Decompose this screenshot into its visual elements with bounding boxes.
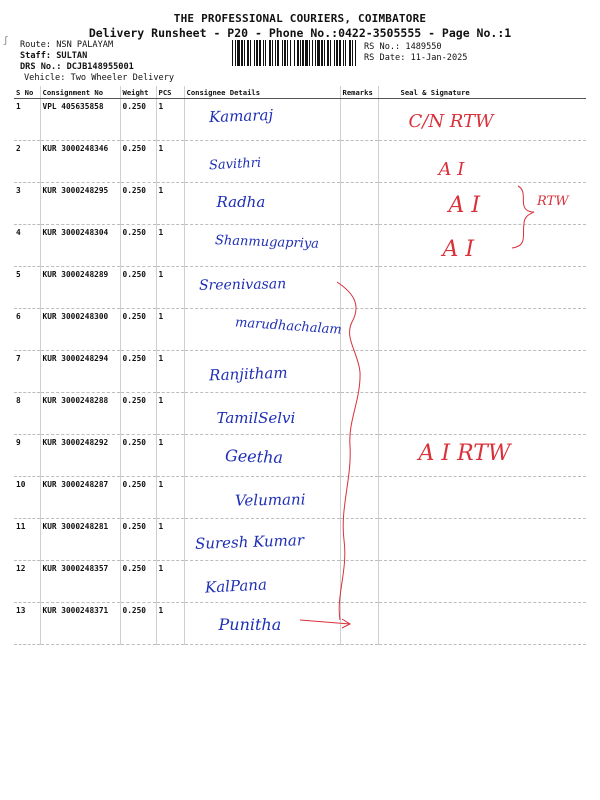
row-pcs: 1 <box>156 477 184 519</box>
row-weight: 0.250 <box>120 351 156 393</box>
barcode-bar <box>297 40 299 66</box>
consignee-signature: Sreenivasan <box>198 276 286 294</box>
vehicle-label: Vehicle: Two Wheeler Delivery <box>24 73 175 83</box>
row-consignee-cell <box>184 477 340 519</box>
row-weight: 0.250 <box>120 393 156 435</box>
barcode-bar <box>339 40 341 66</box>
row-remarks <box>340 267 378 309</box>
row-consignment-no: KUR 3000248292 <box>40 435 120 477</box>
barcode-bar <box>330 40 331 66</box>
barcode-bar <box>324 40 325 66</box>
row-consignment-no: KUR 3000248295 <box>40 183 120 225</box>
col-consignee: Consignee Details <box>184 86 340 99</box>
seal-signature-mark: A I <box>448 193 481 218</box>
row-consignee-cell <box>184 225 340 267</box>
rs-date: RS Date: 11-Jan-2025 <box>364 53 468 63</box>
route-label: Route: NSN PALAYAM <box>20 40 114 50</box>
row-sno: 11 <box>14 519 40 561</box>
col-seal: Seal & Signature <box>378 86 586 99</box>
row-consignment-no: KUR 3000248288 <box>40 393 120 435</box>
row-remarks <box>340 435 378 477</box>
row-sno: 1 <box>14 99 40 141</box>
barcode-bar <box>327 40 329 66</box>
barcode-bar <box>352 40 353 66</box>
row-pcs: 1 <box>156 183 184 225</box>
seal-signature-mark: A I <box>442 237 475 262</box>
row-consignment-no: KUR 3000248304 <box>40 225 120 267</box>
row-consignee-cell <box>184 561 340 603</box>
row-consignment-no: KUR 3000248281 <box>40 519 120 561</box>
barcode-bar <box>315 40 316 66</box>
table-row <box>14 99 586 141</box>
row-pcs: 1 <box>156 435 184 477</box>
row-sno: 3 <box>14 183 40 225</box>
row-remarks <box>340 561 378 603</box>
row-weight: 0.250 <box>120 477 156 519</box>
row-pcs: 1 <box>156 141 184 183</box>
barcode-bar <box>237 40 240 66</box>
barcode-bar <box>277 40 279 66</box>
row-weight: 0.250 <box>120 561 156 603</box>
barcode-bar <box>232 40 233 66</box>
row-pcs: 1 <box>156 351 184 393</box>
row-consignee-cell <box>184 141 340 183</box>
table-row <box>14 603 586 645</box>
row-seal-cell <box>378 477 586 519</box>
row-consignment-no: KUR 3000248287 <box>40 477 120 519</box>
table-row <box>14 309 586 351</box>
consignee-signature: Savithri <box>208 155 261 174</box>
row-weight: 0.250 <box>120 435 156 477</box>
barcode-bar <box>241 40 243 66</box>
table-row <box>14 477 586 519</box>
row-seal-cell <box>378 267 586 309</box>
row-consignment-no: KUR 3000248371 <box>40 603 120 645</box>
consignee-signature: Geetha <box>224 445 283 468</box>
col-sno: S No <box>14 86 40 99</box>
row-remarks <box>340 603 378 645</box>
row-weight: 0.250 <box>120 603 156 645</box>
consignee-signature: TamilSelvi <box>216 409 296 427</box>
row-weight: 0.250 <box>120 141 156 183</box>
row-sno: 2 <box>14 141 40 183</box>
row-consignee-cell <box>184 351 340 393</box>
barcode-bar <box>290 40 291 66</box>
barcode-bar <box>275 40 276 66</box>
row-sno: 10 <box>14 477 40 519</box>
table-row <box>14 519 586 561</box>
row-seal-cell <box>378 435 586 477</box>
rs-number: RS No.: 1489550 <box>364 42 442 52</box>
row-consignee-cell <box>184 603 340 645</box>
barcode-bar <box>317 40 320 66</box>
row-seal-cell <box>378 225 586 267</box>
barcode-bar <box>244 40 245 66</box>
row-pcs: 1 <box>156 99 184 141</box>
consignee-signature: Radha <box>216 193 266 211</box>
row-consignment-no: KUR 3000248289 <box>40 267 120 309</box>
row-sno: 12 <box>14 561 40 603</box>
barcode-bar <box>269 40 271 66</box>
barcode <box>232 40 356 66</box>
table-row <box>14 267 586 309</box>
row-pcs: 1 <box>156 225 184 267</box>
row-consignee-cell <box>184 267 340 309</box>
barcode-bar <box>334 40 335 66</box>
runsheet-title: Delivery Runsheet - P20 - Phone No.:0422-3505555 - Page No.:1 <box>88 26 512 40</box>
barcode-bar <box>282 40 283 66</box>
consignee-signature: marudhachalam <box>234 315 342 338</box>
row-weight: 0.250 <box>120 225 156 267</box>
consignee-signature: Suresh Kumar <box>194 531 304 553</box>
barcode-bar <box>250 40 251 66</box>
row-pcs: 1 <box>156 309 184 351</box>
row-seal-cell <box>378 99 586 141</box>
barcode-bar <box>294 40 295 66</box>
row-weight: 0.250 <box>120 519 156 561</box>
table-row <box>14 561 586 603</box>
staff-label: Staff: SULTAN <box>20 51 88 61</box>
barcode-bar <box>265 40 266 66</box>
row-weight: 0.250 <box>120 99 156 141</box>
consignee-signature: Velumani <box>234 490 306 510</box>
page-edge-mark: ʃ <box>3 36 9 46</box>
barcode-bar <box>336 40 338 66</box>
row-seal-cell <box>378 603 586 645</box>
barcode-bar <box>235 40 236 66</box>
barcode-bar <box>309 40 310 66</box>
row-seal-cell <box>378 519 586 561</box>
row-pcs: 1 <box>156 561 184 603</box>
row-weight: 0.250 <box>120 267 156 309</box>
row-consignee-cell <box>184 393 340 435</box>
consignee-signature: Punitha <box>218 615 282 634</box>
row-sno: 6 <box>14 309 40 351</box>
bracket-rtw-note: RTW <box>537 194 569 209</box>
consignee-signature: Shanmugapriya <box>214 233 319 252</box>
seal-signature-mark: A I RTW <box>418 441 511 466</box>
col-consignment: Consignment No <box>40 86 120 99</box>
col-remarks: Remarks <box>340 86 378 99</box>
seal-signature-mark: A I <box>438 159 465 180</box>
row-pcs: 1 <box>156 603 184 645</box>
barcode-bar <box>284 40 286 66</box>
seal-signature-mark: C/N RTW <box>408 111 494 132</box>
row-remarks <box>340 141 378 183</box>
row-consignee-cell <box>184 99 340 141</box>
row-pcs: 1 <box>156 267 184 309</box>
row-weight: 0.250 <box>120 309 156 351</box>
row-remarks <box>340 393 378 435</box>
table-row <box>14 225 586 267</box>
row-consignment-no: KUR 3000248346 <box>40 141 120 183</box>
row-consignee-cell <box>184 309 340 351</box>
row-sno: 9 <box>14 435 40 477</box>
drs-number: DRS No.: DCJB148955001 <box>20 62 134 72</box>
row-remarks <box>340 309 378 351</box>
row-consignee-cell <box>184 435 340 477</box>
consignee-signature: KalPana <box>204 575 267 597</box>
row-remarks <box>340 225 378 267</box>
row-pcs: 1 <box>156 393 184 435</box>
row-consignment-no: VPL 405635858 <box>40 99 120 141</box>
barcode-bar <box>247 40 249 66</box>
row-remarks <box>340 99 378 141</box>
row-sno: 7 <box>14 351 40 393</box>
row-sno: 8 <box>14 393 40 435</box>
barcode-bar <box>321 40 323 66</box>
row-seal-cell <box>378 561 586 603</box>
barcode-bar <box>256 40 258 66</box>
consignee-signature: Kamaraj <box>208 105 273 127</box>
row-seal-cell <box>378 351 586 393</box>
table-row <box>14 141 586 183</box>
row-consignee-cell <box>184 519 340 561</box>
row-consignment-no: KUR 3000248300 <box>40 309 120 351</box>
row-remarks <box>340 519 378 561</box>
barcode-bar <box>259 40 261 66</box>
row-remarks <box>340 351 378 393</box>
row-seal-cell <box>378 183 586 225</box>
row-sno: 4 <box>14 225 40 267</box>
barcode-bar <box>300 40 301 66</box>
barcode-bar <box>287 40 288 66</box>
row-remarks <box>340 477 378 519</box>
consignee-signature: Ranjitham <box>208 363 288 385</box>
barcode-bar <box>254 40 255 66</box>
barcode-bar <box>312 40 313 66</box>
table-row <box>14 393 586 435</box>
row-consignee-cell <box>184 183 340 225</box>
table-row <box>14 435 586 477</box>
row-seal-cell <box>378 393 586 435</box>
row-consignment-no: KUR 3000248294 <box>40 351 120 393</box>
table-row <box>14 351 586 393</box>
row-weight: 0.250 <box>120 183 156 225</box>
table-row <box>14 183 586 225</box>
row-sno: 13 <box>14 603 40 645</box>
row-pcs: 1 <box>156 519 184 561</box>
barcode-bar <box>302 40 304 66</box>
row-remarks <box>340 183 378 225</box>
row-seal-cell <box>378 141 586 183</box>
col-pcs: PCS <box>156 86 184 99</box>
barcode-bar <box>349 40 351 66</box>
runsheet-table <box>14 86 586 645</box>
row-sno: 5 <box>14 267 40 309</box>
barcode-bar <box>263 40 264 66</box>
barcode-bar <box>355 40 356 66</box>
barcode-bar <box>343 40 344 66</box>
barcode-bar <box>305 40 308 66</box>
company-title: THE PROFESSIONAL COURIERS, COIMBATORE <box>173 12 427 25</box>
row-consignment-no: KUR 3000248357 <box>40 561 120 603</box>
row-seal-cell <box>378 309 586 351</box>
barcode-bar <box>272 40 273 66</box>
table-header-row <box>14 86 586 99</box>
barcode-bar <box>345 40 346 66</box>
col-weight: Weight <box>120 86 156 99</box>
